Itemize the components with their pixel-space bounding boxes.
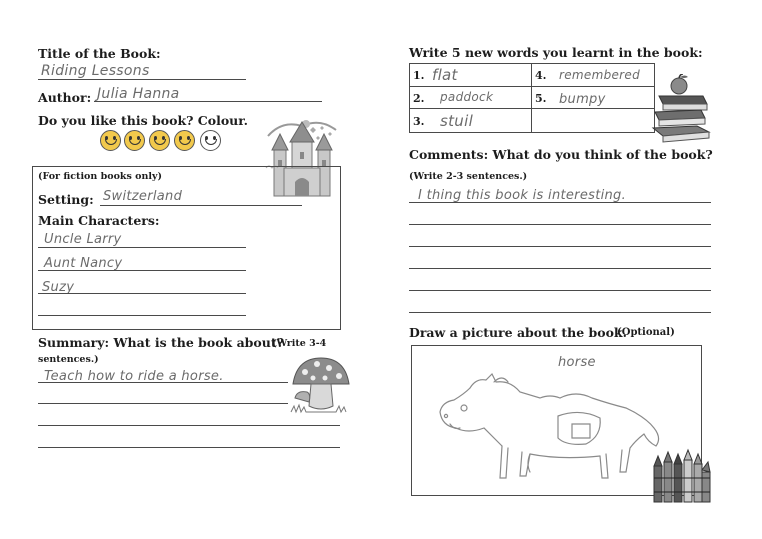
title-label: Title of the Book:	[38, 46, 161, 61]
comments-label: Comments: What do you think of the book?	[409, 147, 713, 162]
title-value: Riding Lessons	[41, 63, 150, 79]
summary-line-1	[38, 382, 288, 383]
comments-line-4	[409, 268, 711, 269]
author-line	[94, 101, 322, 102]
summary-label: Summary: What is the book about?	[38, 335, 284, 350]
word-5-value: bumpy	[559, 92, 606, 107]
word-2-value: paddock	[440, 90, 494, 104]
fiction-note: (For fiction books only)	[38, 171, 163, 182]
character-line-2	[38, 270, 246, 271]
summary-line-3	[38, 425, 340, 426]
summary-hint-b: sentences.)	[38, 354, 99, 365]
comments-line-6	[409, 312, 711, 313]
character-2: Aunt Nancy	[44, 256, 123, 271]
characters-label: Main Characters:	[38, 213, 160, 228]
comments-value: I thing this book is interesting.	[418, 188, 627, 203]
summary-line-4	[38, 447, 340, 448]
smiley-face-5-icon	[200, 130, 221, 151]
smiley-face-1-icon	[100, 130, 121, 151]
words-label: Write 5 new words you learnt in the book:	[409, 45, 703, 60]
word-1-value: flat	[432, 66, 458, 84]
draw-hint: (Optional)	[617, 327, 675, 338]
fiction-section-box	[32, 166, 341, 330]
summary-hint-a: (Write 3-4	[272, 338, 327, 349]
smiley-face-2-icon	[124, 130, 145, 151]
character-line-3	[38, 293, 246, 294]
setting-line	[100, 205, 302, 206]
smiley-face-3-icon	[149, 130, 170, 151]
author-value: Julia Hanna	[97, 86, 180, 102]
comments-line-1	[409, 202, 711, 203]
character-1: Uncle Larry	[44, 232, 122, 247]
crayons-clipart-icon	[650, 448, 712, 506]
comments-line-5	[409, 290, 711, 291]
summary-line-2	[38, 403, 288, 404]
author-label: Author:	[38, 90, 92, 105]
mushroom-clipart-icon	[289, 354, 351, 416]
character-line-1	[38, 247, 246, 248]
character-3: Suzy	[42, 280, 75, 295]
word-3-number: 3.	[413, 115, 425, 128]
smiley-face-4-icon	[174, 130, 195, 151]
drawing-caption: horse	[558, 355, 596, 370]
word-5-number: 5.	[535, 92, 547, 105]
comments-line-3	[409, 246, 711, 247]
setting-value: Switzerland	[103, 189, 183, 204]
word-2-number: 2.	[413, 92, 425, 105]
title-line	[38, 79, 246, 80]
draw-label: Draw a picture about the book.	[409, 325, 627, 340]
summary-value: Teach how to ride a horse.	[44, 369, 224, 384]
like-label: Do you like this book? Colour.	[38, 113, 249, 128]
comments-hint: (Write 2-3 sentences.)	[409, 171, 528, 182]
word-3-value: stuil	[440, 112, 474, 130]
word-4-number: 4.	[535, 69, 547, 82]
comments-line-2	[409, 224, 711, 225]
word-4-value: remembered	[559, 68, 641, 82]
horse-sketch-drawing	[430, 368, 670, 492]
word-1-number: 1.	[413, 69, 425, 82]
books-and-apple-clipart-icon	[651, 74, 713, 144]
setting-label: Setting:	[38, 192, 94, 207]
character-line-4	[38, 315, 246, 316]
